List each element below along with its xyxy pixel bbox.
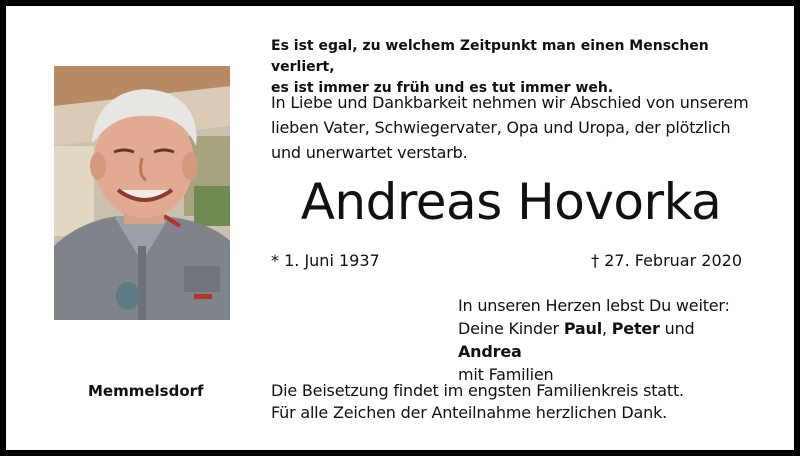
child-name-paul: Paul: [563, 319, 602, 338]
closing-line-1: Die Beisetzung findet im engsten Familienkreis statt.: [271, 381, 684, 400]
intro-line-2: lieben Vater, Schwiegervater, Opa und Uropa, der plötzlich: [271, 118, 731, 137]
intro-line-1: In Liebe und Dankbarkeit nehmen wir Abschied von unserem: [271, 93, 749, 112]
birth-date: * 1. Juni 1937: [271, 251, 380, 270]
intro-line-3: und unerwartet verstarb.: [271, 143, 468, 162]
child-name-peter: Peter: [611, 319, 660, 338]
portrait-photo: [54, 66, 230, 320]
quote-line-1: Es ist egal, zu welchem Zeitpunkt man einen Menschen verliert,: [271, 38, 709, 75]
closing-line-2: Für alle Zeichen der Anteilnahme herzlichen Dank.: [271, 403, 668, 422]
place-name: Memmelsdorf: [88, 382, 204, 400]
family-line-1: In unseren Herzen lebst Du weiter:: [458, 296, 730, 315]
quote-line-2: es ist immer zu früh und es tut immer weh.: [271, 80, 614, 96]
death-date: † 27. Februar 2020: [591, 251, 742, 270]
children-prefix: Deine Kinder: [458, 319, 564, 338]
family-message: [458, 294, 758, 386]
intro-text: [271, 90, 771, 165]
closing-text: [271, 380, 771, 424]
child-name-andrea: Andrea: [458, 342, 522, 361]
deceased-name: Andreas Hovorka: [300, 173, 722, 231]
family-line-3: mit Familien: [458, 365, 554, 384]
separator-2: und: [659, 319, 695, 338]
family-line-2: [458, 317, 758, 363]
separator-1: ,: [602, 319, 612, 338]
